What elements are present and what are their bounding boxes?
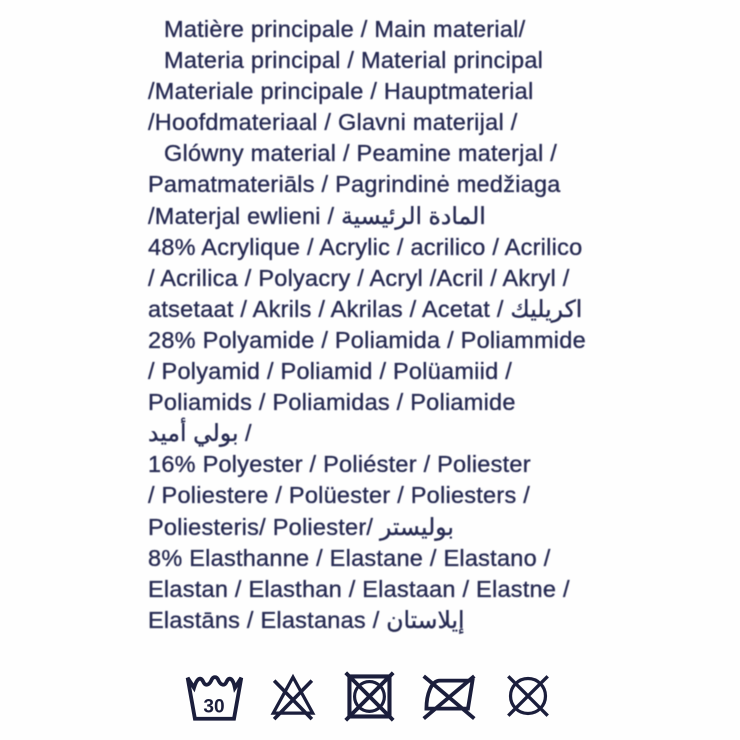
label-line: /Materiale principale / Hauptmaterial xyxy=(148,78,534,105)
label-line: / Acrilica / Polyacry / Acryl /Acril / Akryl / xyxy=(148,264,570,291)
label-line: 28% Polyamide / Poliamida / Poliammide xyxy=(148,326,586,353)
label-line: Poliamids / Poliamidas / Poliamide xyxy=(148,389,516,416)
label-line: Matière principale / Main material/ xyxy=(164,16,526,42)
label-line: Elastan / Elasthan / Elastaan / Elastne / xyxy=(148,575,570,602)
label-line: /Materjal ewlieni / المادة الرئيسية xyxy=(148,202,486,229)
label-line: / Polyamid / Poliamid / Polüamiid / xyxy=(148,358,513,385)
wash-temperature: 30 xyxy=(203,696,225,718)
label-line: 16% Polyester / Poliéster / Poliester xyxy=(148,451,531,478)
label-line: / Poliestere / Polüester / Poliesters / xyxy=(148,482,530,509)
do-not-dry-clean-icon xyxy=(502,668,554,724)
label-line: Elastāns / Elastanas / إيلاستان xyxy=(148,606,465,633)
material-label-text xyxy=(148,14,648,636)
care-symbols-row xyxy=(184,662,554,730)
do-not-bleach-icon xyxy=(269,668,317,724)
label-line: 48% Acrylique / Acrylic / acrilico / Acrilico xyxy=(148,233,583,260)
label-line: Pamatmateriāls / Pagrindinė medžiaga xyxy=(148,171,561,198)
do-not-tumble-dry-icon xyxy=(342,668,396,724)
label-line: بولي أميد / xyxy=(148,420,252,447)
label-line: Poliesteris/ Poliester/ بوليستر xyxy=(148,513,454,540)
do-not-iron-icon xyxy=(421,667,477,725)
wash-30-icon xyxy=(184,667,244,725)
label-line: Materia principal / Material principal xyxy=(164,47,544,74)
label-line: Glówny material / Peamine materjal / xyxy=(164,140,557,167)
label-line: /Hoofdmateriaal / Glavni materijal / xyxy=(148,109,518,136)
label-line: 8% Elasthanne / Elastane / Elastano / xyxy=(148,544,551,571)
label-line: atsetaat / Akrils / Akrilas / Acetat / اكريليك xyxy=(148,295,583,322)
